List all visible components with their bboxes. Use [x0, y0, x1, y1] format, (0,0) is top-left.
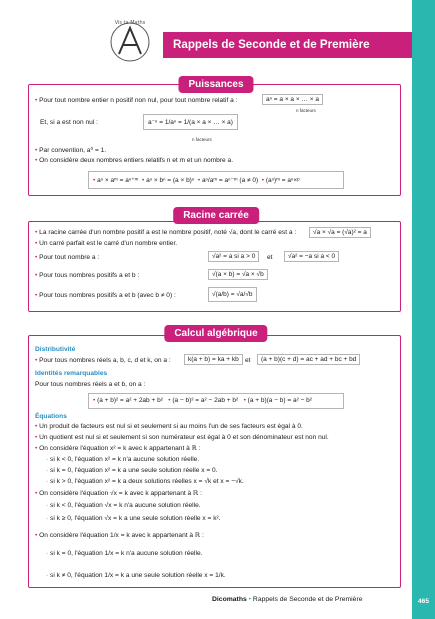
formula-box: (a + b)(c + d) = ac + ad + bc + bd — [257, 354, 360, 365]
formula-box: aⁿ = a × a × … × a — [262, 94, 323, 105]
formula-box: k(a + b) = ka + kb — [184, 354, 243, 365]
text-line: • Un carré parfait est le carré d'un nombre entier. — [35, 240, 178, 247]
text-line: • On considère l'équation 1/x = k avec k appartenant à ℝ : — [35, 532, 204, 539]
formula-box: √a² = a si a > 0 — [208, 251, 259, 262]
rule: aⁿ/aᵐ = aⁿ⁻ᵐ (a ≠ 0) — [201, 177, 259, 184]
svg-text:Vis ta Maths: Vis ta Maths — [114, 20, 146, 26]
formula-box: a⁻ⁿ = 1/aⁿ = 1/(a × a × … × a) — [143, 114, 238, 130]
rule: (aⁿ)ᵐ = aⁿ×ᵖ — [265, 177, 300, 184]
section-title-puissances: Puissances — [178, 76, 253, 93]
footer — [212, 596, 363, 603]
page-number: 465 — [417, 598, 429, 605]
footer-separator: • — [248, 596, 252, 603]
side-bar — [412, 0, 435, 619]
rule: aⁿ × aᵐ = aⁿ⁺ᵐ — [97, 177, 139, 184]
text-line: Et, si a est non nul : — [40, 119, 98, 126]
formula-note: n facteurs — [192, 137, 212, 142]
formula-box: √(a × b) = √a × √b — [208, 269, 268, 280]
section-title-racine: Racine carrée — [173, 207, 259, 224]
text-line: • Un produit de facteurs est nul si et seulement si au moins l'un de ses facteurs est égal à 0. — [35, 423, 303, 430]
text-line: • On considère deux nombres entiers relatifs n et m et un nombre a. — [35, 157, 234, 164]
section-title-calcul: Calcul algébrique — [164, 325, 267, 342]
text-et: et — [245, 357, 251, 364]
identity: (a + b)² = a² + 2ab + b² — [97, 397, 163, 404]
text-line: · si k = 0, l'équation 1/x = k n'a aucune solution réelle. — [46, 550, 203, 557]
logo-icon — [104, 14, 156, 66]
formula-box: √a × √a = (√a)² = a — [309, 227, 371, 238]
text-line: • Pour tous nombres réels a, b, c, d et k, on a : — [35, 357, 171, 364]
text-line: · si k ≠ 0, l'équation 1/x = k a une seule solution réelle x = 1/k. — [46, 572, 226, 579]
rule: aⁿ × bⁿ = (a × b)ⁿ — [146, 177, 195, 184]
identities-box: • (a + b)² = a² + 2ab + b² • (a − b)² = a² − 2ab + b² • (a + b)(a − b) = a² − b² — [88, 393, 344, 409]
text-et: et — [267, 254, 273, 261]
text-line: Pour tous nombres réels a et b, on a : — [35, 381, 146, 388]
page-title: Rappels de Seconde et de Première — [163, 32, 412, 58]
footer-brand: Dicomaths — [212, 596, 247, 603]
identity: (a − b)² = a² − 2ab + b² — [172, 397, 239, 404]
text-line: • On considère l'équation √x = k avec k appartenant à ℝ : — [35, 490, 202, 497]
subheading: Équations — [35, 413, 67, 420]
rules-box: • aⁿ × aᵐ = aⁿ⁺ᵐ • aⁿ × bⁿ = (a × b)ⁿ • aⁿ/aᵐ = aⁿ⁻ᵐ (a ≠ 0) • (aⁿ)ᵐ = aⁿ×ᵖ — [88, 171, 344, 189]
text-line: · si k < 0, l'équation x² = k n'a aucune solution réelle. — [46, 456, 200, 463]
text-line: • Par convention, a⁰ = 1. — [35, 147, 107, 154]
text-line: • Pour tout nombre entier n positif non nul, pour tout nombre relatif a : — [35, 97, 238, 104]
text-line: · si k < 0, l'équation √x = k n'a aucune solution réelle. — [46, 502, 201, 509]
text-line: · si k > 0, l'équation x² = k a deux solutions réelles x = √k et x = −√k. — [46, 478, 244, 485]
text-line: • On considère l'équation x² = k avec k appartenant à ℝ : — [35, 445, 201, 452]
subheading: Distributivité — [35, 346, 76, 353]
footer-text: Rappels de Seconde et de Première — [252, 596, 363, 603]
subheading: Identités remarquables — [35, 370, 108, 377]
formula-box: √a² = −a si a < 0 — [284, 251, 339, 262]
text-line: · si k ≥ 0, l'équation √x = k a une seule solution réelle x = k². — [46, 515, 221, 522]
text-line: • La racine carrée d'un nombre positif a est le nombre positif, noté √a, dont le carré est a : — [35, 229, 297, 236]
text-line: • Un quotient est nul si et seulement si son numérateur est égal à 0 et son dénominateur est non nul. — [35, 434, 329, 441]
identity: (a + b)(a − b) = a² − b² — [247, 397, 312, 404]
text-line: • Pour tout nombre a : — [35, 254, 100, 261]
text-line: • Pour tous nombres positifs a et b : — [35, 272, 140, 279]
formula-box: √(a/b) = √a/√b — [208, 287, 257, 302]
text-line: • Pour tous nombres positifs a et b (avec b ≠ 0) : — [35, 292, 176, 299]
text-line: · si k = 0, l'équation x² = k a une seule solution réelle x = 0. — [46, 467, 218, 474]
formula-note: n facteurs — [296, 108, 316, 113]
